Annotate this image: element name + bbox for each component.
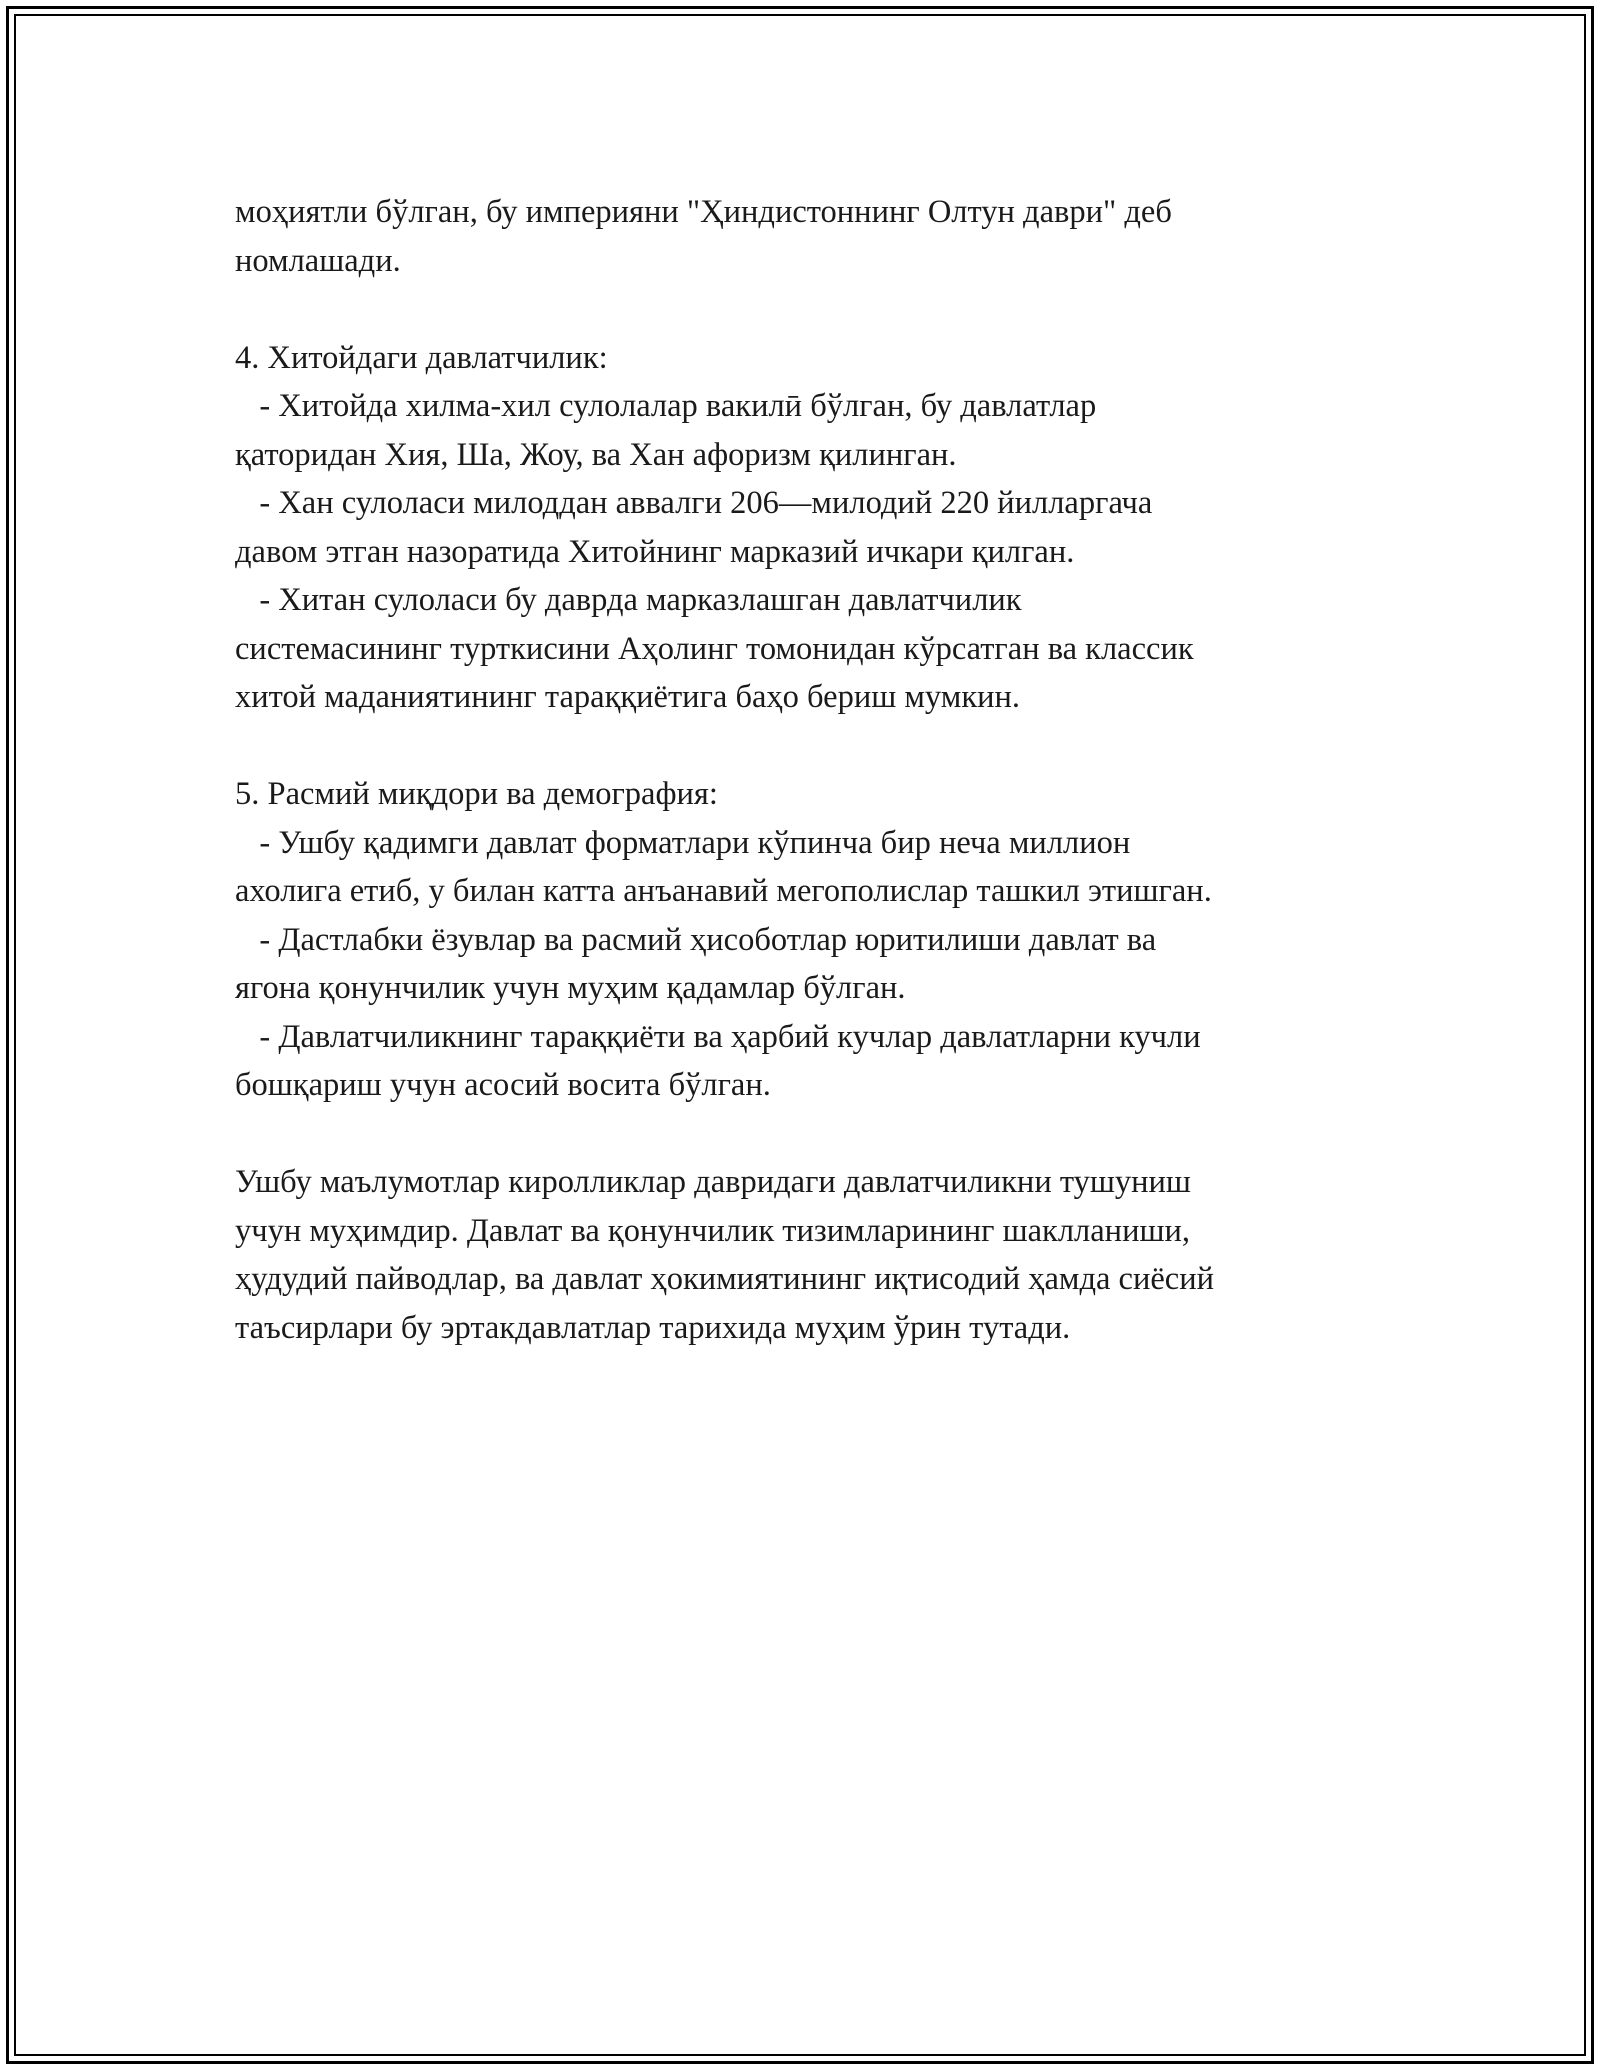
- text-line: бошқариш учун асосий восита бўлган.: [235, 1067, 771, 1103]
- text-line: системасининг турткисини Аҳолинг томонидан кўрсатган ва классик: [235, 630, 1194, 667]
- text-line: Ушбу маълумотлар киролликлар давридаги давлатчиликни тушуниш: [235, 1164, 1191, 1200]
- text-line: - Давлатчиликнинг тараққиёти ва ҳарбий кучлар давлатларни кучли: [235, 1018, 1201, 1055]
- text-line: номлашади.: [235, 242, 401, 279]
- paragraph-spacer: [235, 722, 1435, 771]
- text-line: хитой маданиятининг тараққиётига баҳо бериш мумкин.: [235, 679, 1021, 715]
- text-line: - Хитан сулоласи бу даврда марказлашган давлатчилик: [235, 582, 1022, 618]
- text-line: моҳиятли бўлган, бу империяни "Ҳиндистоннинг Олтун даври" деб: [235, 194, 1172, 230]
- section-china-statehood: [235, 334, 1435, 722]
- text-line: - Хан сулоласи милоддан аввалги 206—милодий 220 йилларгача: [235, 485, 1153, 521]
- text-line: - Дастлабки ёзувлар ва расмий ҳисоботлар юритилиши давлат ва: [235, 921, 1157, 958]
- section-demography: [235, 770, 1435, 1110]
- section-heading: 4. Хитойдаги давлатчилик:: [235, 339, 608, 376]
- text-line: давом этган назоратида Хитойнинг марказий ичкари қилган.: [235, 533, 1075, 570]
- text-line: қаторидан Хия, Ша, Жоу, ва Хан афоризм қилинган.: [235, 436, 957, 473]
- text-line: учун муҳимдир. Давлат ва қонунчилик тизимларининг шаклланиши,: [235, 1212, 1191, 1249]
- text-line: ҳудудий пайводлар, ва давлат ҳокимиятининг иқтисодий ҳамда сиёсий: [235, 1261, 1214, 1297]
- paragraph-spacer: [235, 285, 1435, 334]
- intro-paragraph: [235, 188, 1435, 285]
- text-line: ягона қонунчилик учун муҳим қадамлар бўлган.: [235, 970, 906, 1006]
- text-line: ахолига етиб, у билан катта анъанавий мегополислар ташкил этишган.: [235, 873, 1212, 909]
- conclusion-paragraph: [235, 1158, 1435, 1352]
- paragraph-spacer: [235, 1110, 1435, 1159]
- section-heading: 5. Расмий миқдори ва демография:: [235, 776, 718, 812]
- text-line: - Хитойда хилма-хил сулолалар вакилӣ бўлган, бу давлатлар: [235, 388, 1097, 424]
- text-line: таъсирлари бу эртакдавлатлар тарихида муҳим ўрин тутади.: [235, 1309, 1071, 1346]
- document-body: [235, 188, 1435, 1352]
- text-line: - Ушбу қадимги давлат форматлари кўпинча бир неча миллион: [235, 824, 1131, 861]
